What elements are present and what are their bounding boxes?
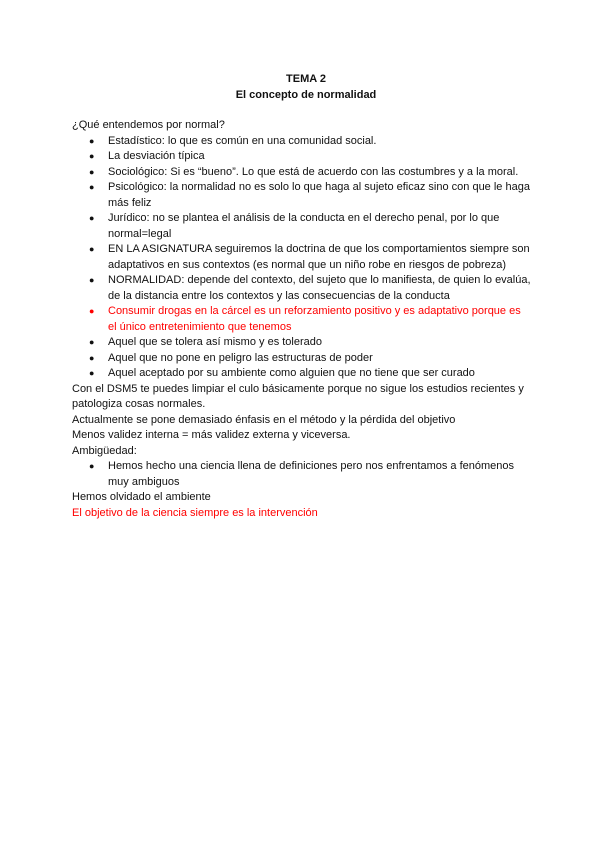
list-item-text: Psicológico: la normalidad no es solo lo que haga al sujeto eficaz sino con que le haga más feliz (108, 181, 530, 209)
question-heading: ¿Qué entendemos por normal? (72, 119, 225, 131)
list-item (72, 211, 532, 242)
ambiguedad-label: Ambigüedad: (72, 444, 137, 457)
list-item (72, 242, 532, 273)
normality-criteria-list (72, 134, 532, 382)
list-item-text: Aquel que no pone en peligro las estructuras de poder (108, 351, 373, 364)
ambiguedad-list (72, 459, 532, 490)
list-item (72, 459, 532, 490)
list-item-text: Jurídico: no se plantea el análisis de la conducta en el derecho penal, por lo que normal=legal (108, 212, 500, 240)
list-item-highlighted (72, 304, 532, 335)
bullet-icon: ● (89, 461, 95, 471)
bullet-icon: ● (89, 182, 95, 192)
paragraph-enfasis: Actualmente se pone demasiado énfasis en el método y la pérdida del objetivo (72, 413, 456, 426)
bullet-icon: ● (89, 135, 95, 146)
bullet-icon: ● (89, 352, 95, 363)
bullet-icon: ● (89, 213, 95, 223)
document-title: TEMA 2 (286, 73, 326, 85)
bullet-icon: ● (89, 244, 95, 254)
list-item-text: Estadístico: lo que es común en una comunidad social. (108, 134, 377, 147)
list-item-text: Consumir drogas en la cárcel es un reforzamiento positivo y es adaptativo porque es el único entretenimiento que tenemos (108, 305, 521, 333)
list-item (72, 149, 532, 165)
document-page (72, 72, 532, 521)
list-item (72, 134, 532, 150)
document-subtitle: El concepto de normalidad (235, 88, 377, 101)
bullet-icon: ● (89, 151, 95, 161)
list-item-text: La desviación típica (108, 150, 205, 162)
list-item-text: Aquel aceptado por su ambiente como alguien que no tiene que ser curado (108, 367, 475, 379)
bullet-icon: ● (89, 337, 95, 347)
paragraph-validez: Menos validez interna = más validez externa y viceversa. (72, 429, 351, 441)
bullet-icon: ● (89, 166, 95, 177)
list-item (72, 335, 532, 351)
list-item (72, 165, 532, 181)
list-item-text: NORMALIDAD: depende del contexto, del sujeto que lo manifiesta, de quien lo evalúa, de la distancia entre los contextos y las consecuencias de la conducta (108, 274, 531, 302)
list-item (72, 273, 532, 304)
list-item-text: Sociológico: Si es “bueno”. Lo que está de acuerdo con las costumbres y a la moral. (108, 165, 519, 178)
list-item-text: Aquel que se tolera así mismo y es tolerado (108, 336, 323, 348)
bullet-icon: ● (89, 306, 95, 316)
list-item (72, 351, 532, 367)
list-item (72, 180, 532, 211)
paragraph-dsm5: Con el DSM5 te puedes limpiar el culo básicamente porque no sigue los estudios recientes y patologiza cosas normales. (72, 382, 524, 410)
bullet-icon: ● (89, 275, 95, 285)
list-item-text: EN LA ASIGNATURA seguiremos la doctrina de que los comportamientos siempre son adaptativos en sus contextos (es normal que un niño robe en riesgos de pobreza) (108, 243, 530, 271)
bullet-icon: ● (89, 368, 95, 378)
list-item (72, 366, 532, 382)
paragraph-ambiente: Hemos olvidado el ambiente (72, 491, 211, 503)
paragraph-objetivo: El objetivo de la ciencia siempre es la intervención (72, 506, 318, 519)
list-item-text: Hemos hecho una ciencia llena de definiciones pero nos enfrentamos a fenómenos muy ambiguos (108, 460, 515, 488)
